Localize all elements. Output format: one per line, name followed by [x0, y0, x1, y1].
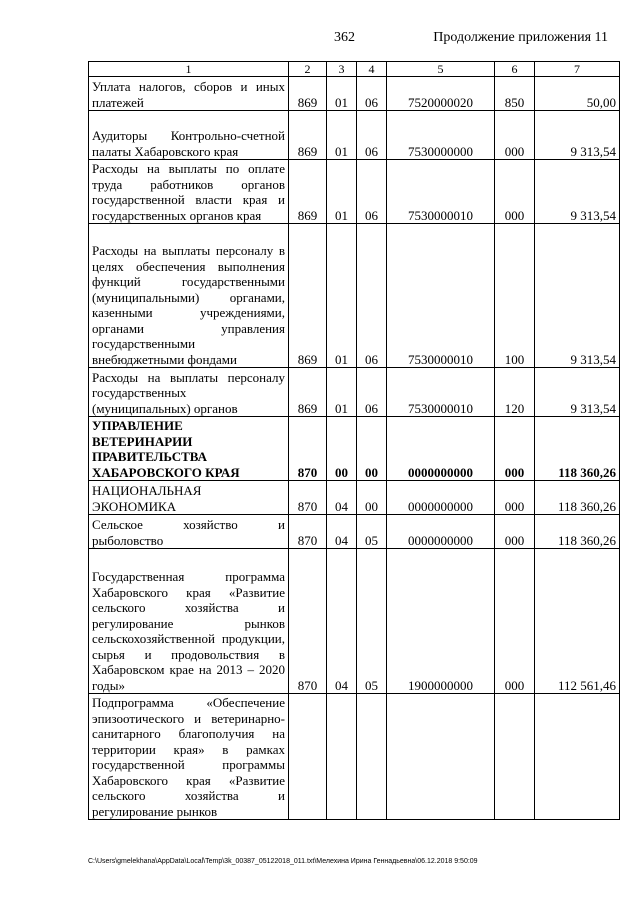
table-row [89, 417, 620, 481]
row-name-cell: УПРАВЛЕНИЕ ВЕТЕРИНАРИИ ПРАВИТЕЛЬСТВА ХАБАРОВСКОГО КРАЯ [89, 417, 289, 481]
target-article-cell: 7530000010 [387, 160, 495, 224]
header-cell: 6 [495, 62, 535, 77]
expense-type-cell: 000 [495, 549, 535, 694]
table-row [89, 481, 620, 515]
ministry-code-cell: 869 [289, 368, 327, 417]
expense-type-cell: 100 [495, 224, 535, 368]
section-code-cell [327, 694, 357, 820]
ministry-code-cell: 869 [289, 111, 327, 160]
expense-type-cell: 000 [495, 515, 535, 549]
expense-type-cell: 000 [495, 417, 535, 481]
subsection-code-cell: 06 [357, 368, 387, 417]
header-cell: 1 [89, 62, 289, 77]
header-cell: 2 [289, 62, 327, 77]
amount-cell: 118 360,26 [535, 417, 620, 481]
subsection-code-cell [357, 694, 387, 820]
target-article-cell: 0000000000 [387, 515, 495, 549]
target-article-cell: 1900000000 [387, 549, 495, 694]
header-cell: 3 [327, 62, 357, 77]
row-name-cell: Государственная программа Хабаровского края «Развитие сельского хозяйства и регулирование рынков сельскохозяйственной продукции, сырья и продовольствия в Хабаровском крае на 2013 – 2020 годы» [89, 549, 289, 694]
table-row [89, 160, 620, 224]
table-header-row [89, 62, 620, 77]
subsection-code-cell: 06 [357, 77, 387, 111]
table-row [89, 515, 620, 549]
header-cell: 5 [387, 62, 495, 77]
section-code-cell: 01 [327, 368, 357, 417]
row-name-cell: Расходы на выплаты по оплате труда работников органов государственной власти края и государственных органов края [89, 160, 289, 224]
file-path-footer: C:\Users\gmelekhana\AppData\Local\Temp\3k_00387_05122018_011.txt\Мелехина Ирина Геннадьевна\06.12.2018 9:50:09 [88, 858, 478, 865]
expense-type-cell: 000 [495, 111, 535, 160]
amount-cell: 50,00 [535, 77, 620, 111]
table-row [89, 368, 620, 417]
subsection-code-cell: 06 [357, 160, 387, 224]
expense-type-cell [495, 694, 535, 820]
target-article-cell: 0000000000 [387, 417, 495, 481]
amount-cell: 9 313,54 [535, 111, 620, 160]
amount-cell: 118 360,26 [535, 515, 620, 549]
target-article-cell: 7530000010 [387, 368, 495, 417]
amount-cell [535, 694, 620, 820]
section-code-cell: 01 [327, 77, 357, 111]
expense-type-cell: 000 [495, 160, 535, 224]
table-row [89, 77, 620, 111]
ministry-code-cell: 870 [289, 515, 327, 549]
section-code-cell: 01 [327, 224, 357, 368]
amount-cell: 9 313,54 [535, 224, 620, 368]
ministry-code-cell: 869 [289, 77, 327, 111]
row-name-cell: НАЦИОНАЛЬНАЯ ЭКОНОМИКА [89, 481, 289, 515]
table-row [89, 694, 620, 820]
ministry-code-cell [289, 694, 327, 820]
section-code-cell: 01 [327, 111, 357, 160]
table-row [89, 224, 620, 368]
target-article-cell [387, 694, 495, 820]
row-name-cell: Сельское хозяйство и рыболовство [89, 515, 289, 549]
section-code-cell: 01 [327, 160, 357, 224]
table-row [89, 111, 620, 160]
ministry-code-cell: 870 [289, 417, 327, 481]
expense-type-cell: 850 [495, 77, 535, 111]
section-code-cell: 04 [327, 481, 357, 515]
subsection-code-cell: 06 [357, 111, 387, 160]
budget-table [88, 61, 620, 820]
target-article-cell: 7530000000 [387, 111, 495, 160]
amount-cell: 9 313,54 [535, 368, 620, 417]
row-name-cell: Расходы на выплаты персоналу в целях обеспечения выполнения функций государственными (муниципальными) органами, казенными учреждениями, органами управления государственными внебюджетными фондами [89, 224, 289, 368]
section-code-cell: 04 [327, 515, 357, 549]
ministry-code-cell: 870 [289, 549, 327, 694]
subsection-code-cell: 00 [357, 417, 387, 481]
subsection-code-cell: 06 [357, 224, 387, 368]
subsection-code-cell: 05 [357, 549, 387, 694]
target-article-cell: 7520000020 [387, 77, 495, 111]
header-cell: 7 [535, 62, 620, 77]
target-article-cell: 0000000000 [387, 481, 495, 515]
header-cell: 4 [357, 62, 387, 77]
expense-type-cell: 120 [495, 368, 535, 417]
expense-type-cell: 000 [495, 481, 535, 515]
ministry-code-cell: 869 [289, 224, 327, 368]
ministry-code-cell: 870 [289, 481, 327, 515]
table-row [89, 549, 620, 694]
target-article-cell: 7530000010 [387, 224, 495, 368]
subsection-code-cell: 00 [357, 481, 387, 515]
row-name-cell: Подпрограмма «Обеспечение эпизоотического и ветеринарно-санитарного благополучия на территории края» в рамках государственной программы Хабаровского края «Развитие сельского хозяйства и регулирование рынков [89, 694, 289, 820]
amount-cell: 9 313,54 [535, 160, 620, 224]
section-code-cell: 00 [327, 417, 357, 481]
subsection-code-cell: 05 [357, 515, 387, 549]
ministry-code-cell: 869 [289, 160, 327, 224]
row-name-cell: Аудиторы Контрольно-счетной палаты Хабаровского края [89, 111, 289, 160]
continuation-caption: Продолжение приложения 11 [433, 30, 608, 45]
amount-cell: 112 561,46 [535, 549, 620, 694]
row-name-cell: Уплата налогов, сборов и иных платежей [89, 77, 289, 111]
amount-cell: 118 360,26 [535, 481, 620, 515]
section-code-cell: 04 [327, 549, 357, 694]
page-number: 362 [334, 30, 355, 45]
row-name-cell: Расходы на выплаты персоналу государственных (муниципальных) органов [89, 368, 289, 417]
